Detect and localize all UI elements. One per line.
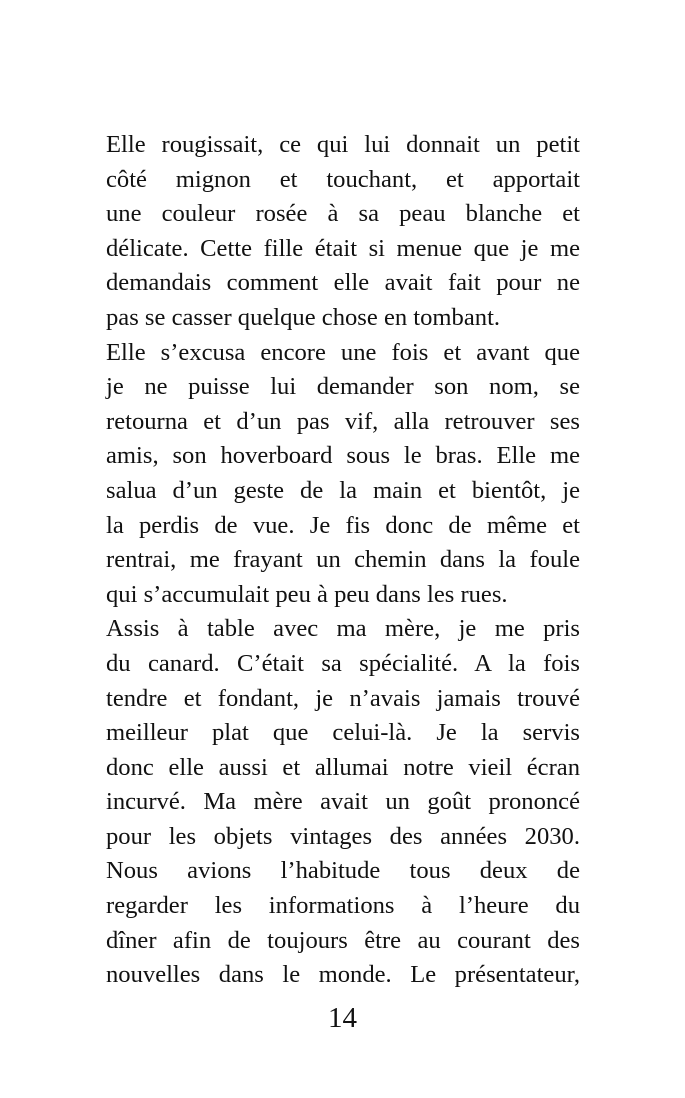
text-line: tendre et fondant, je n’avais jamais trouvé bbox=[106, 684, 580, 712]
body-text bbox=[106, 128, 580, 993]
text-line: délicate. Cette fille était si menue que je me bbox=[106, 234, 580, 262]
paragraph-2 bbox=[106, 336, 580, 613]
text-line: je ne puisse lui demander son nom, se bbox=[106, 373, 580, 401]
text-line: pour les objets vintages des années 2030. bbox=[106, 822, 580, 850]
paragraph-3 bbox=[106, 612, 580, 993]
text-line: Nous avions l’habitude tous deux de bbox=[106, 857, 580, 885]
text-line: côté mignon et touchant, et apportait bbox=[106, 165, 580, 193]
text-line: rentrai, me frayant un chemin dans la foule bbox=[106, 546, 580, 574]
text-line: donc elle aussi et allumai notre vieil écran bbox=[106, 753, 580, 781]
text-line: amis, son hoverboard sous le bras. Elle me bbox=[106, 442, 580, 470]
paragraph-1 bbox=[106, 128, 580, 336]
text-line: une couleur rosée à sa peau blanche et bbox=[106, 200, 580, 228]
text-line: retourna et d’un pas vif, alla retrouver ses bbox=[106, 407, 580, 435]
text-line: Elle rougissait, ce qui lui donnait un petit bbox=[106, 131, 580, 158]
text-line: demandais comment elle avait fait pour ne bbox=[106, 269, 580, 297]
text-line: la perdis de vue. Je fis donc de même et bbox=[106, 511, 580, 539]
text-line: dîner afin de toujours être au courant des bbox=[106, 926, 580, 954]
text-line: Elle s’excusa encore une fois et avant que bbox=[106, 338, 580, 366]
text-line: pas se casser quelque chose en tombant. bbox=[106, 303, 501, 331]
text-line: salua d’un geste de la main et bientôt, je bbox=[106, 476, 580, 504]
page-number: 14 bbox=[328, 1002, 357, 1034]
text-line: meilleur plat que celui-là. Je la servis bbox=[106, 719, 580, 747]
text-line: nouvelles dans le monde. Le présentateur, bbox=[106, 961, 580, 989]
text-line: regarder les informations à l’heure du bbox=[106, 892, 580, 920]
text-line: incurvé. Ma mère avait un goût prononcé bbox=[106, 788, 580, 816]
text-line: du canard. C’était sa spécialité. A la fois bbox=[106, 649, 580, 677]
text-line: qui s’accumulait peu à peu dans les rues. bbox=[106, 580, 508, 608]
text-line: Assis à table avec ma mère, je me pris bbox=[106, 615, 580, 643]
